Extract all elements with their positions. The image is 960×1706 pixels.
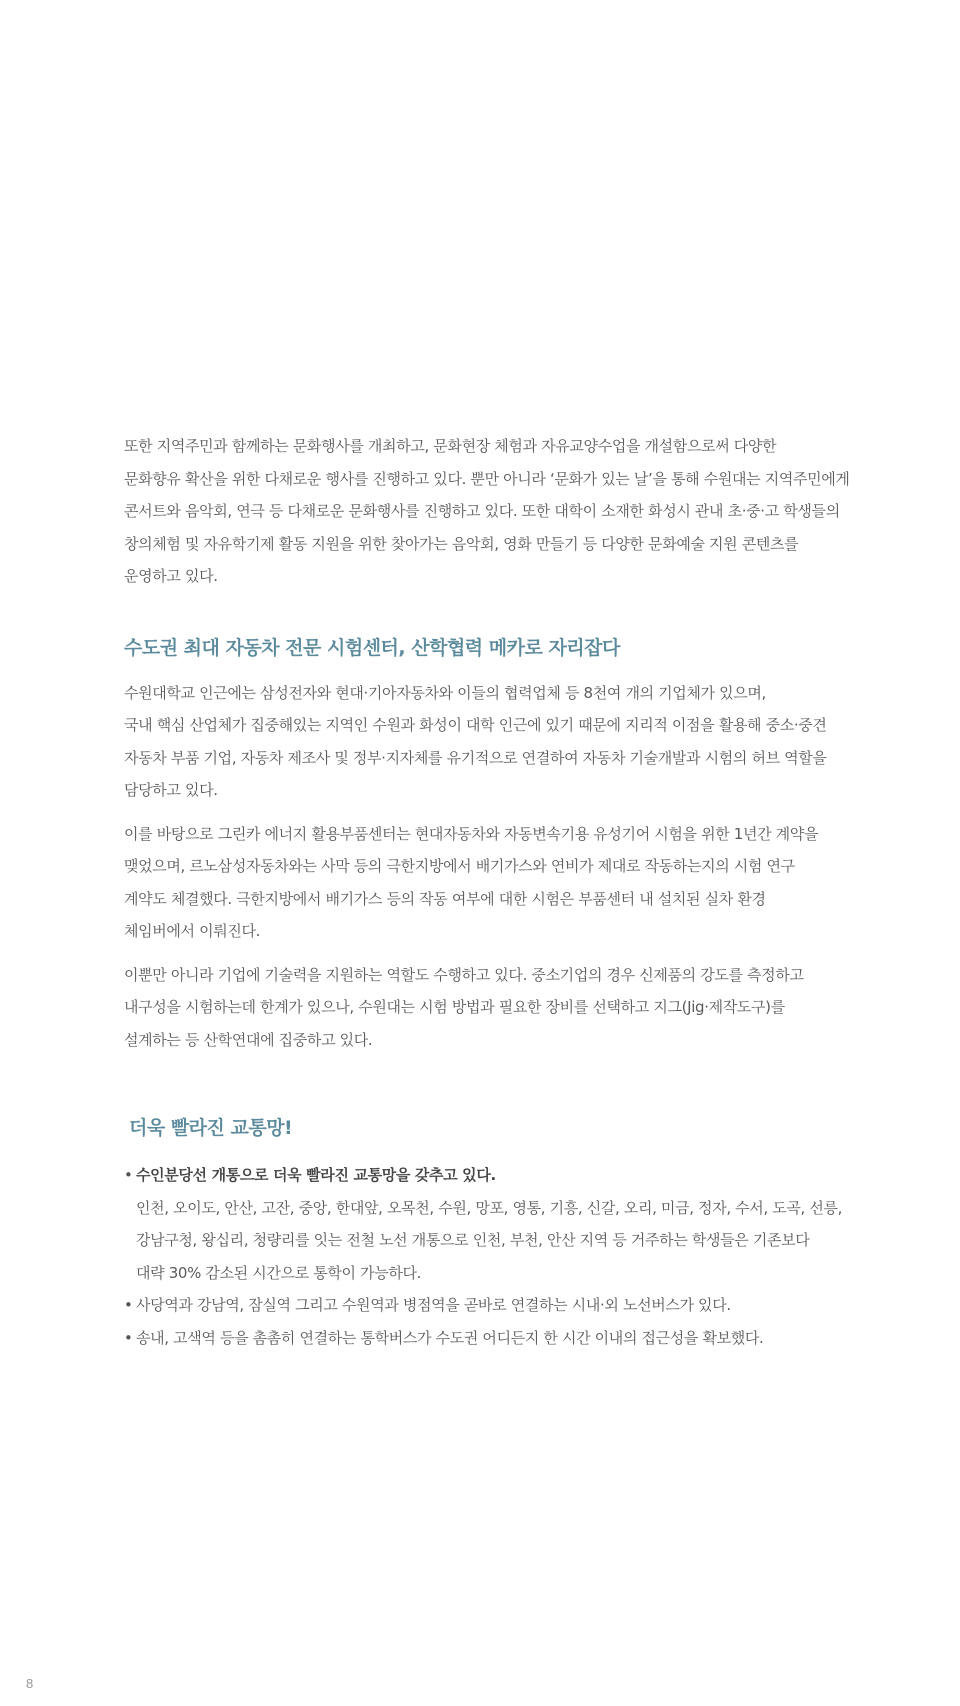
text-line: 자동차 부품 기업, 자동차 제조사 및 정부·지자체를 유기적으로 연결하여 자동차 기술개발과 시험의 허브 역할을 [124,748,827,767]
text-line: 체임버에서 이뤄진다. [124,922,261,940]
text-line: 송내, 고색역 등을 촘촘히 연결하는 통학버스가 수도권 어디든지 한 시간 이내의 접근성을 확보했다. [136,1328,764,1347]
text-line: 인천, 오이도, 안산, 고잔, 중앙, 한대앞, 오목천, 수원, 망포, 영통, 기흥, 신갈, 오리, 미금, 정자, 수서, 도곡, 선릉, [136,1198,843,1217]
text-line: 맺었으며, 르노삼성자동차와는 사막 등의 극한지방에서 배기가스와 연비가 제대로 작동하는지의 시험 연구 [124,857,795,875]
text-line: 국내 핵심 산업체가 집중해있는 지역인 수원과 화성이 대학 인근에 있기 때문에 지리적 이점을 활용해 중소·중견 [124,716,827,734]
text-line: 강남구청, 왕십리, 청량리를 잇는 전철 노선 개통으로 인천, 부천, 안산 지역 등 거주하는 학생들은 기존보다 [136,1231,810,1249]
document-body [124,430,894,1354]
transport-bullet-list [124,1159,894,1354]
text-line: 사당역과 강남역, 잠실역 그리고 수원역과 병점역을 곧바로 연결하는 시내·외 노선버스가 있다. [136,1296,731,1314]
section-heading-test-center: 수도권 최대 자동차 전문 시험센터, 산학협력 메카로 자리잡다 [124,636,620,659]
bullet-icon: • [124,1166,133,1184]
text-line: 또한 지역주민과 함께하는 문화행사를 개최하고, 문화현장 체험과 자유교양수업을 개설함으로써 다양한 [124,437,777,455]
bullet-icon: • [124,1296,133,1314]
section1-paragraph [124,818,894,948]
text-line: 이뿐만 아니라 기업에 기술력을 지원하는 역할도 수행하고 있다. 중소기업의 경우 신제품의 강도를 측정하고 [124,965,804,984]
text-line: 콘서트와 음악회, 연극 등 다채로운 문화행사를 진행하고 있다. 또한 대학이 소재한 화성시 관내 초·중·고 학생들의 [124,502,840,520]
text-line: 이를 바탕으로 그린카 에너지 활용부품센터는 현대자동차와 자동변속기용 유성기어 시험을 위한 1년간 계약을 [124,824,819,843]
text-line: 계약도 체결했다. 극한지방에서 배기가스 등의 작동 여부에 대한 시험은 부품센터 내 설치된 실차 환경 [124,889,766,908]
section-heading-transport: 더욱 빨라진 교통망! [129,1117,293,1139]
section1-paragraph [124,959,894,1057]
text-line: 설계하는 등 산학연대에 집중하고 있다. [124,1030,373,1049]
page-number: 8 [26,1676,34,1691]
bullet-icon: • [124,1328,133,1347]
text-line: 문화향유 확산을 위한 다채로운 행사를 진행하고 있다. 뿐만 아니라 ‘문화가 있는 날’을 통해 수원대는 지역주민에게 [124,469,850,488]
text-line: 대략 30% 감소된 시간으로 통학이 가능하다. [136,1263,422,1282]
list-item [124,1159,894,1289]
text-line: 수원대학교 인근에는 삼성전자와 현대·기아자동차와 이들의 협력업체 등 8천여 개의 기업체가 있으며, [124,683,766,702]
list-item [124,1322,894,1355]
text-line: 내구성을 시험하는데 한계가 있으나, 수원대는 시험 방법과 필요한 장비를 선택하고 지그(Jig·제작도구)를 [124,998,785,1016]
text-line: 창의체험 및 자유학기제 활동 지원을 위한 찾아가는 음악회, 영화 만들기 등 다양한 문화예술 지원 콘텐츠를 [124,534,799,553]
section1-paragraph [124,677,894,807]
text-line: 운영하고 있다. [124,567,218,585]
list-item [124,1289,894,1322]
intro-paragraph [124,430,894,593]
bullet-lead: 수인분당선 개통으로 더욱 빨라진 교통망을 갖추고 있다. [136,1166,496,1184]
text-line: 담당하고 있다. [124,781,218,799]
